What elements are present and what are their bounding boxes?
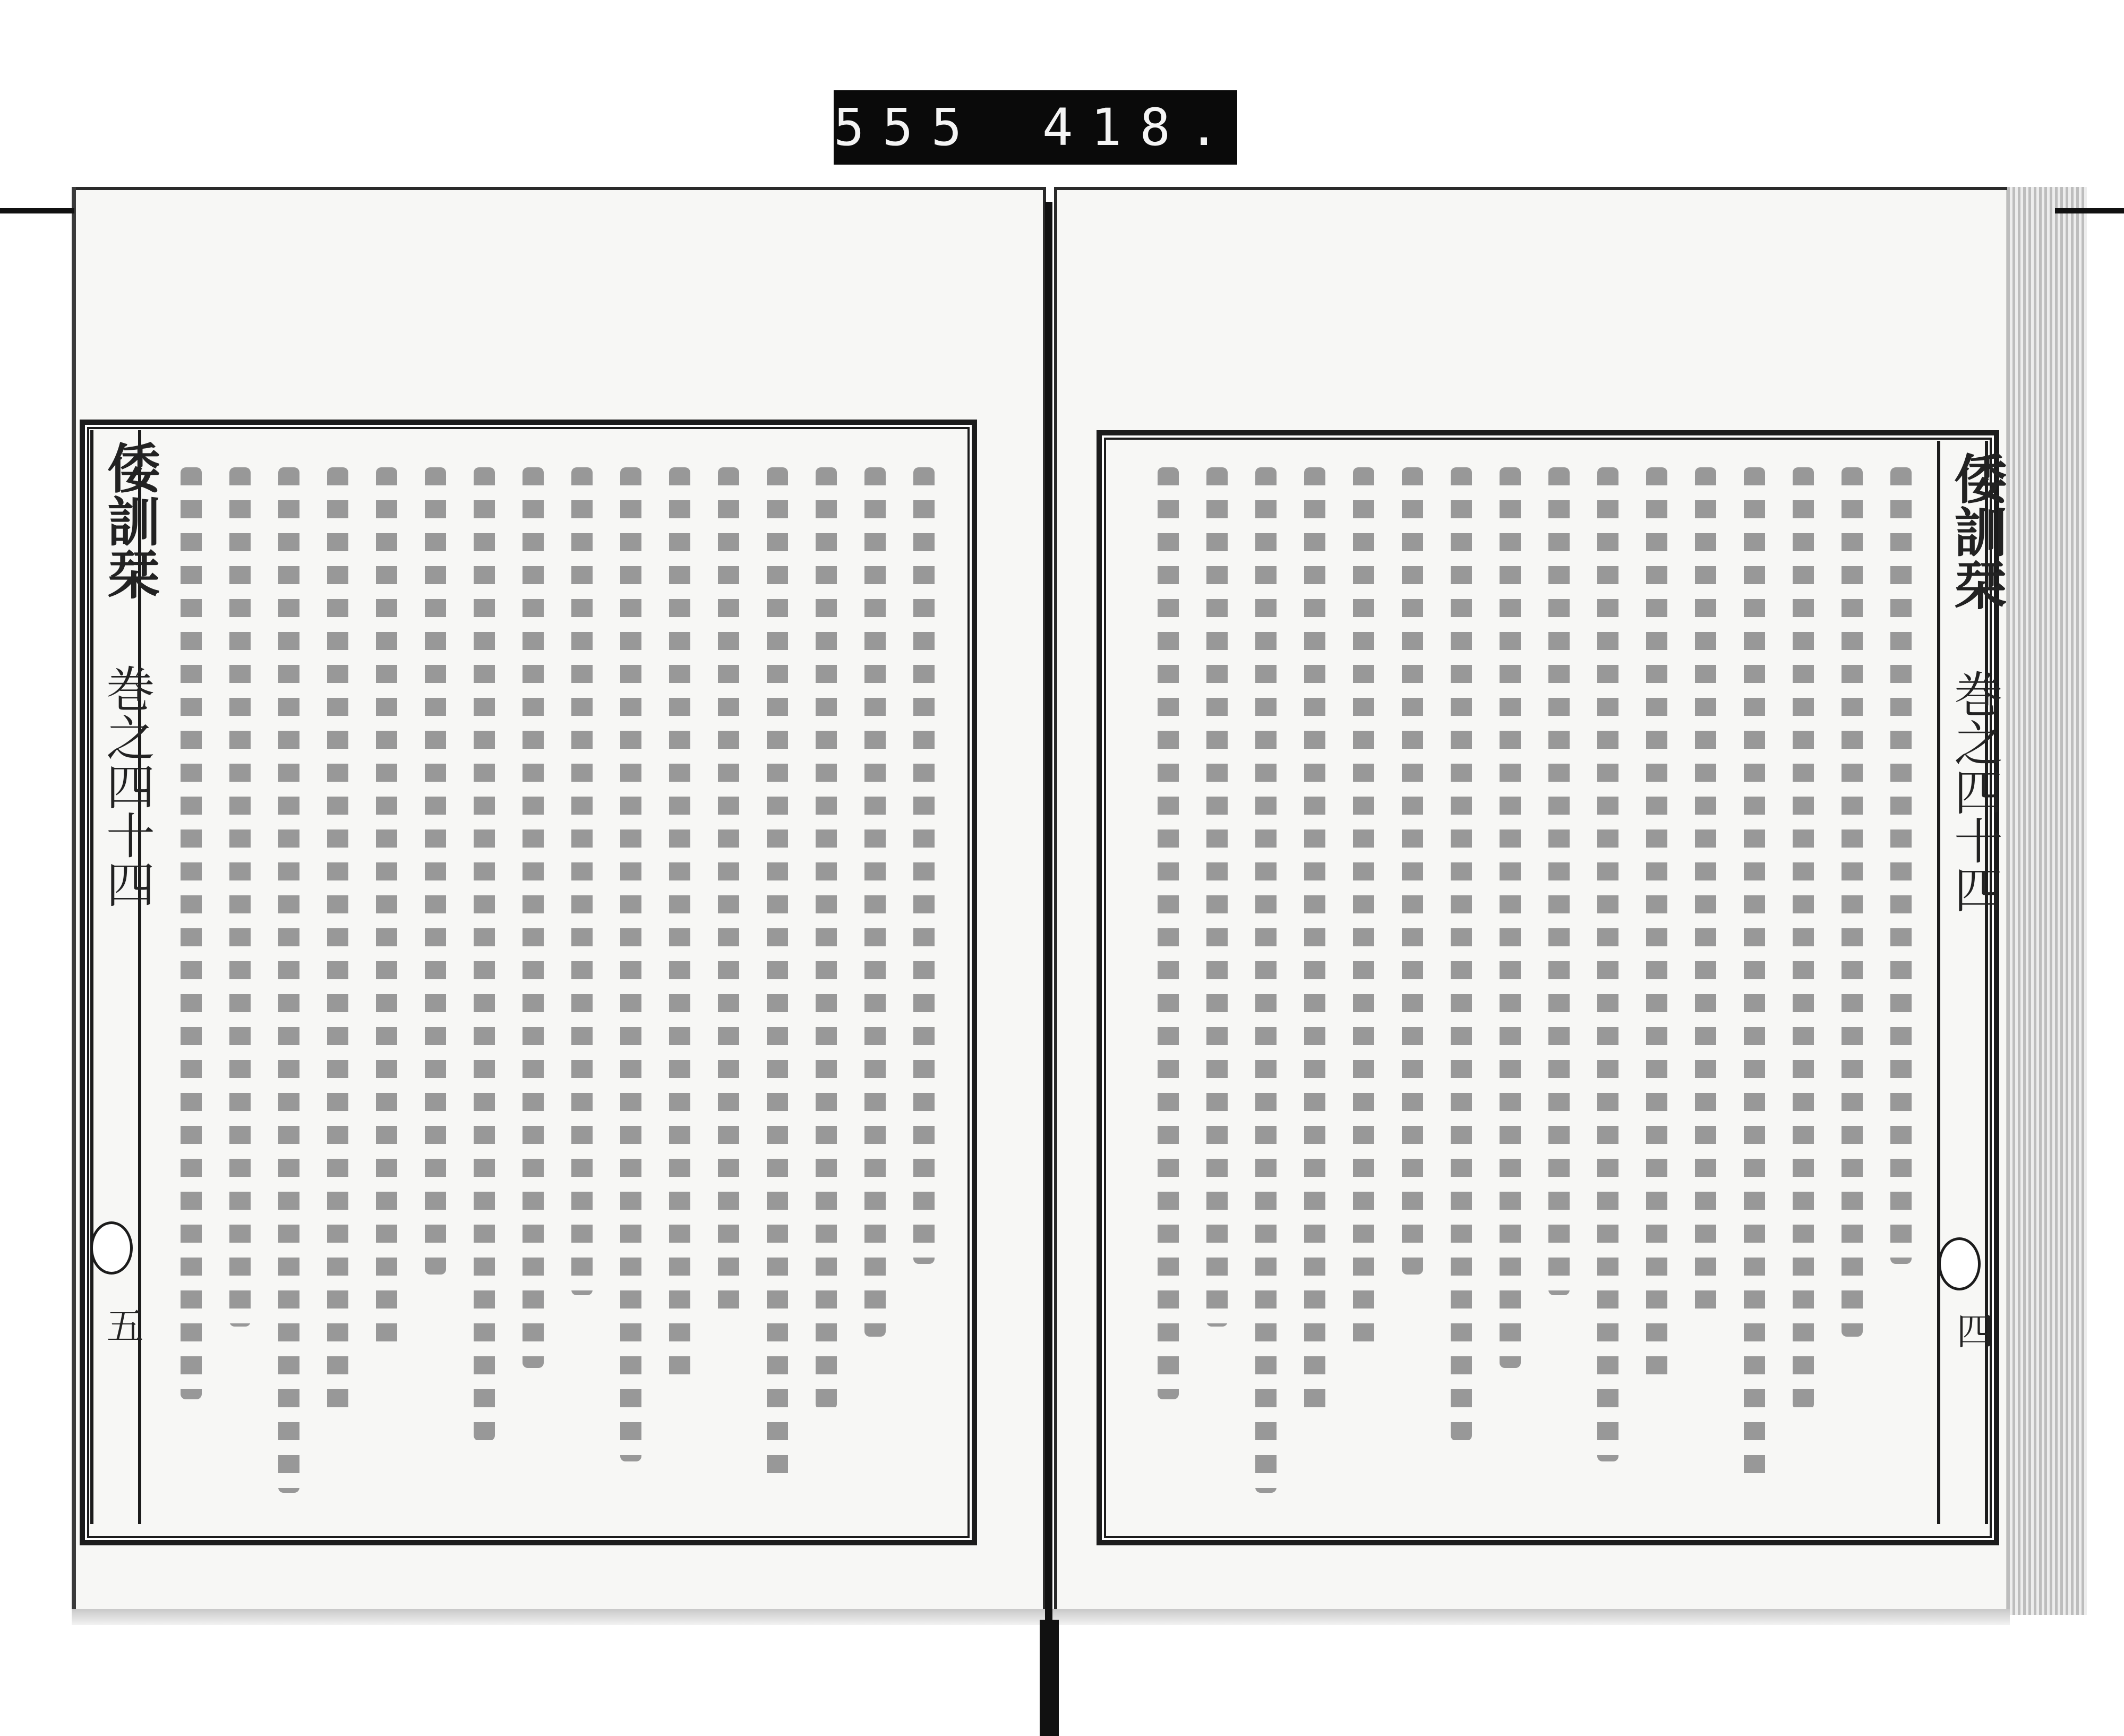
- handwritten-column: [1158, 467, 1179, 1399]
- handwritten-column: [327, 467, 348, 1420]
- handwritten-column: [669, 467, 690, 1389]
- handwritten-column: [767, 467, 788, 1482]
- left-page-edge: [72, 187, 76, 1615]
- catalog-label: [834, 90, 1237, 165]
- handwritten-column: [1402, 467, 1423, 1275]
- right-text-frame: [1097, 430, 1999, 1545]
- right-volume-label: 巻之四十四: [1946, 669, 2003, 913]
- left-running-head: 倭訓栞: [98, 441, 161, 600]
- handwritten-column: [718, 467, 739, 1316]
- handwritten-column: [1842, 467, 1863, 1337]
- handwritten-column: [1744, 467, 1765, 1482]
- handwritten-column: [816, 467, 837, 1409]
- left-rule: [0, 208, 74, 213]
- handwritten-column: [1353, 467, 1374, 1347]
- handwritten-column: [181, 467, 202, 1399]
- handwritten-column: [278, 467, 299, 1493]
- handwritten-column: [1500, 467, 1521, 1368]
- handwritten-column: [1304, 467, 1325, 1420]
- handwritten-column: [229, 467, 251, 1327]
- handwritten-column: [1206, 467, 1228, 1327]
- handwritten-column: [425, 467, 446, 1275]
- handwritten-column: [1793, 467, 1814, 1409]
- book-spine: [1045, 202, 1052, 1736]
- handwritten-column: [620, 467, 641, 1461]
- catalog-number-left: 555: [834, 98, 980, 157]
- handwritten-column: [571, 467, 593, 1295]
- page-edge-stack: [2007, 187, 2087, 1615]
- spine-tab: [1040, 1620, 1059, 1736]
- handwritten-column: [864, 467, 886, 1337]
- catalog-number-right: 418.: [1042, 98, 1237, 157]
- handwritten-column: [474, 467, 495, 1441]
- right-rule: [2055, 208, 2124, 213]
- handwritten-column: [913, 467, 935, 1264]
- left-leaf-number: 五: [100, 1306, 144, 1344]
- handwritten-column: [523, 467, 544, 1368]
- handwritten-column: [1255, 467, 1277, 1493]
- handwritten-column: [1597, 467, 1618, 1461]
- right-leaf-number: 四: [1950, 1312, 1994, 1349]
- right-running-head: 倭訓栞: [1945, 451, 2008, 611]
- handwritten-column: [1890, 467, 1912, 1264]
- left-volume-label: 巻之四十四: [98, 664, 155, 908]
- left-page-circle: [90, 1221, 133, 1275]
- right-page-circle: [1938, 1237, 1981, 1290]
- handwritten-column: [1646, 467, 1667, 1389]
- handwritten-column: [1548, 467, 1570, 1295]
- handwritten-column: [376, 467, 397, 1347]
- handwritten-column: [1451, 467, 1472, 1441]
- handwritten-column: [1695, 467, 1716, 1316]
